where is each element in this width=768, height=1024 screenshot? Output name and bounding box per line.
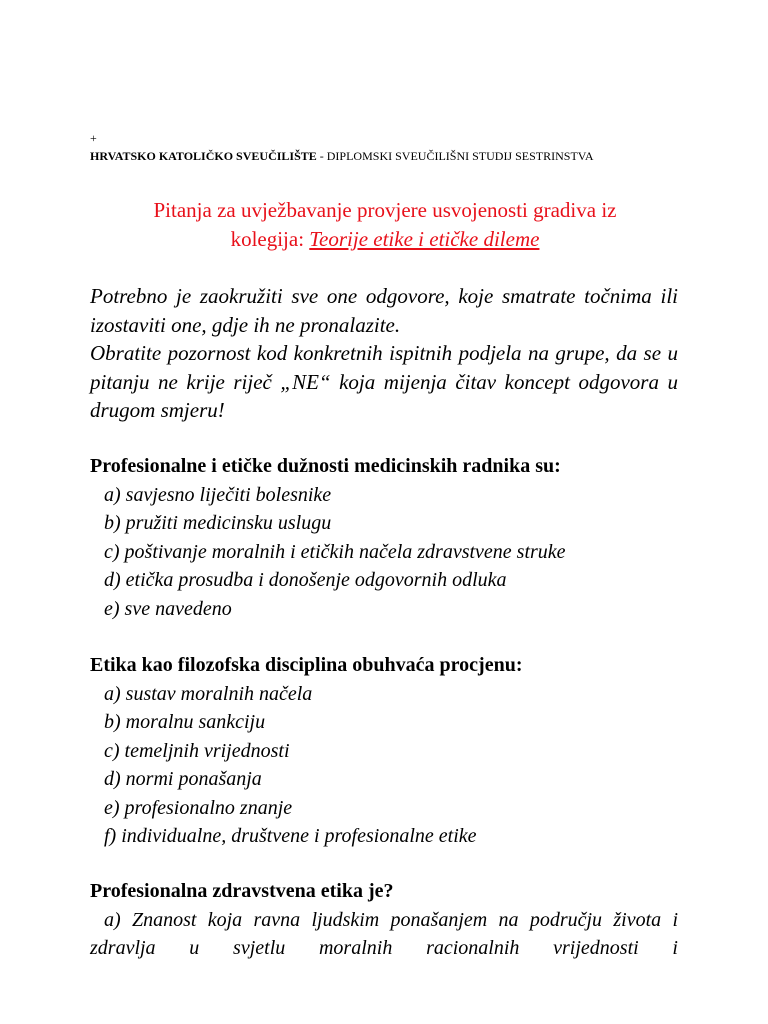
answer-option: d) normi ponašanja [104, 768, 262, 790]
answer-option: a) sustav moralnih načela [104, 682, 313, 705]
answer-options [90, 680, 678, 851]
answer-option: a) Znanost koja ravna ljudskim ponašanjem na području života i zdravlja u svjetlu moralnih racionalnih vrijednosti i [90, 908, 678, 959]
question-3 [90, 877, 678, 963]
title-prefix: kolegija: [230, 227, 310, 251]
title-line-1: Pitanja za uvježbavanje provjere usvojenosti gradiva iz [153, 198, 617, 222]
course-name: Teorije etike i etičke dileme [309, 227, 540, 251]
document-title [90, 196, 680, 254]
answer-options [90, 481, 678, 624]
header-separator: - [316, 149, 327, 163]
plus-mark: + [90, 131, 97, 145]
title-line-2 [90, 225, 680, 254]
answer-option: a) savjesno liječiti bolesnike [104, 483, 332, 506]
answer-option: e) profesionalno znanje [104, 796, 293, 819]
instructions [90, 282, 678, 425]
instruction-paragraph-2: Obratite pozornost kod konkretnih ispitnih podjela na grupe, da se u pitanju ne krije riječ „NE“ koja mijenja čitav koncept odgovora u drugom smjeru! [90, 341, 678, 422]
study-program: DIPLOMSKI SVEUČILIŠNI STUDIJ SESTRINSTVA [326, 149, 594, 163]
question-2 [90, 651, 678, 851]
answer-option: b) moralnu sankciju [104, 711, 266, 733]
answer-options [90, 906, 678, 963]
question-1 [90, 452, 678, 623]
answer-option: f) individualne, društvene i profesionalne etike [104, 825, 477, 847]
question-text: Profesionalna zdravstvena etika je? [90, 880, 394, 902]
answer-option: b) pružiti medicinsku uslugu [104, 512, 332, 534]
answer-option: e) sve navedeno [104, 597, 232, 620]
document-header [90, 149, 594, 163]
answer-option: c) poštivanje moralnih i etičkih načela zdravstvene struke [104, 540, 566, 563]
answer-option: d) etička prosudba i donošenje odgovornih odluka [104, 569, 507, 591]
instruction-paragraph-1: Potrebno je zaokružiti sve one odgovore, koje smatrate točnima ili izostaviti one, gdje ih ne pronalazite. [90, 284, 678, 337]
question-text: Etika kao filozofska disciplina obuhvaća procjenu: [90, 654, 523, 676]
answer-option: c) temeljnih vrijednosti [104, 739, 290, 762]
university-name: HRVATSKO KATOLIČKO SVEUČILIŠTE [90, 149, 317, 163]
question-text: Profesionalne i etičke dužnosti medicinskih radnika su: [90, 455, 561, 477]
